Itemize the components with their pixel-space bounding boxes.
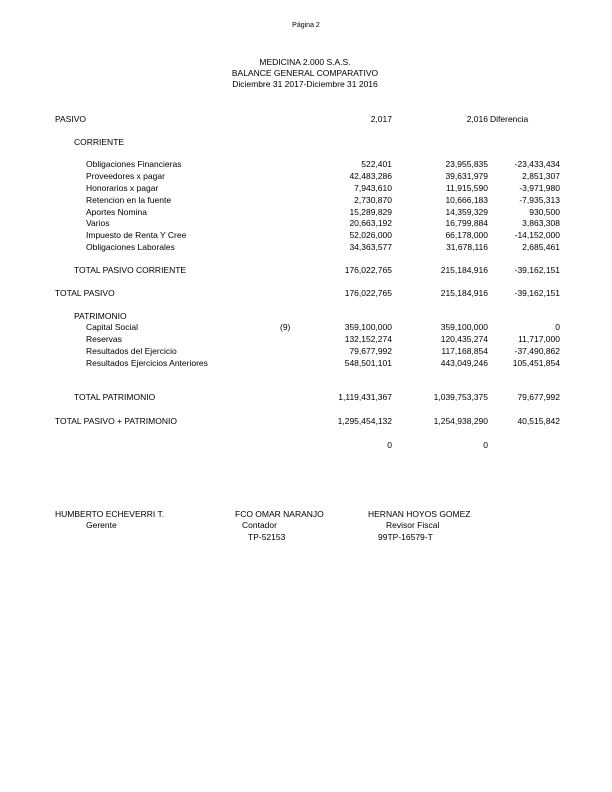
row-label: Resultados del Ejercicio	[86, 346, 177, 356]
row-value-2017: 359,100,000	[344, 322, 392, 332]
total-pasivo-patrimonio-2016: 1,254,938,290	[433, 416, 488, 426]
column-header-2016: 2,016	[466, 114, 488, 124]
row-value-2017: 15,289,829	[349, 207, 392, 217]
row-value-diff: 11,717,000	[518, 334, 560, 344]
total-pasivo-patrimonio-2017: 1,295,454,132	[337, 416, 392, 426]
total-pasivo-corriente-2016: 215,184,916	[440, 265, 488, 275]
signature-id-revisor: 99TP-16579-T	[378, 532, 433, 542]
row-label: Reservas	[86, 334, 122, 344]
row-label: Honorarios x pagar	[86, 183, 159, 193]
row-label: Resultados Ejercicios Anteriores	[86, 358, 208, 368]
row-value-2016: 14,359,329	[445, 207, 488, 217]
row-value-2016: 117,168,854	[441, 346, 488, 356]
page-label: Página 2	[292, 22, 320, 29]
signature-role-contador: Contador	[242, 520, 277, 530]
total-pasivo-2017: 176,022,765	[344, 288, 392, 298]
row-label: Capital Social	[86, 322, 138, 332]
row-value-diff: -7,935,313	[519, 195, 560, 205]
row-label: Aportes Nomina	[86, 207, 147, 217]
total-pasivo-corriente-diff: -39,162,151	[514, 265, 560, 275]
signature-role-revisor: Revisor Fiscal	[386, 520, 440, 530]
signature-name-contador: FCO OMAR NARANJO	[235, 509, 324, 519]
row-value-2016: 23,955,835	[445, 159, 488, 169]
check-value-2017: 0	[387, 440, 392, 450]
column-header-2017: 2,017	[370, 114, 392, 124]
row-label: Obligaciones Financieras	[86, 159, 182, 169]
total-pasivo-corriente-label: TOTAL PASIVO CORRIENTE	[74, 265, 187, 275]
row-value-2016: 443,049,246	[440, 358, 488, 368]
row-value-2017: 132,152,274	[344, 334, 392, 344]
row-value-2016: 39,631,979	[445, 171, 488, 181]
row-value-2017: 20,663,192	[349, 218, 392, 228]
row-value-2016: 16,799,884	[445, 218, 488, 228]
total-patrimonio-label: TOTAL PATRIMONIO	[74, 392, 156, 402]
row-value-2017: 548,501,101	[344, 358, 392, 368]
check-value-2016: 0	[483, 440, 488, 450]
signature-role-gerente: Gerente	[86, 520, 117, 530]
row-value-diff: 3,863,308	[522, 218, 560, 228]
row-value-diff: 2,685,461	[522, 242, 560, 252]
row-value-2017: 42,483,286	[349, 171, 392, 181]
row-value-2016: 359,100,000	[440, 322, 488, 332]
patrimonio-heading: PATRIMONIO	[74, 311, 127, 321]
row-value-diff: 0	[555, 322, 560, 332]
corriente-heading: CORRIENTE	[74, 137, 125, 147]
total-pasivo-label: TOTAL PASIVO	[55, 288, 115, 298]
total-pasivo-corriente-2017: 176,022,765	[344, 265, 392, 275]
row-value-2017: 79,677,992	[349, 346, 392, 356]
row-value-diff: 105,451,854	[512, 358, 560, 368]
total-pasivo-patrimonio-diff: 40,515,842	[517, 416, 560, 426]
company-name: MEDICINA 2.000 S.A.S.	[259, 57, 351, 67]
total-patrimonio-2017: 1,119,431,367	[338, 392, 392, 402]
row-value-2017: 7,943,610	[354, 183, 392, 193]
signature-name-gerente: HUMBERTO ECHEVERRI T.	[55, 509, 165, 519]
column-header-diferencia: Diferencia	[490, 114, 529, 124]
row-value-2017: 34,363,577	[349, 242, 392, 252]
row-label: Retencion en la fuente	[86, 195, 172, 205]
row-value-2016: 31,678,116	[446, 242, 488, 252]
report-title: BALANCE GENERAL COMPARATIVO	[231, 68, 379, 78]
signature-name-revisor: HERNAN HOYOS GOMEZ	[368, 509, 471, 519]
total-pasivo-diff: -39,162,151	[514, 288, 560, 298]
row-value-diff: -23,433,434	[514, 159, 560, 169]
row-value-2016: 11,915,590	[446, 183, 488, 193]
row-label: Varios	[86, 218, 110, 228]
row-value-diff: -14,152,000	[514, 230, 560, 240]
total-patrimonio-2016: 1,039,753,375	[433, 392, 488, 402]
row-label: Impuesto de Renta Y Cree	[86, 230, 187, 240]
row-label: Obligaciones Laborales	[86, 242, 175, 252]
total-pasivo-patrimonio-label: TOTAL PASIVO + PATRIMONIO	[55, 416, 177, 426]
row-value-2017: 2,730,870	[354, 195, 392, 205]
row-label: Proveedores x pagar	[86, 171, 165, 181]
total-patrimonio-diff: 79,677,992	[517, 392, 560, 402]
row-value-diff: -3,971,980	[519, 183, 560, 193]
signature-id-contador: TP-52153	[248, 532, 286, 542]
row-note: (9)	[280, 322, 291, 332]
section-pasivo-heading: PASIVO	[55, 114, 87, 124]
total-pasivo-2016: 215,184,916	[440, 288, 488, 298]
row-value-diff: -37,490,862	[514, 346, 560, 356]
row-value-2016: 66,178,000	[445, 230, 488, 240]
row-value-diff: 930,500	[529, 207, 560, 217]
row-value-diff: 2,851,307	[522, 171, 560, 181]
row-value-2016: 120,435,274	[440, 334, 488, 344]
report-period: Diciembre 31 2017-Diciembre 31 2016	[232, 79, 378, 89]
row-value-2016: 10,666,183	[445, 195, 488, 205]
row-value-2017: 52,026,000	[349, 230, 392, 240]
row-value-2017: 522,401	[361, 159, 392, 169]
